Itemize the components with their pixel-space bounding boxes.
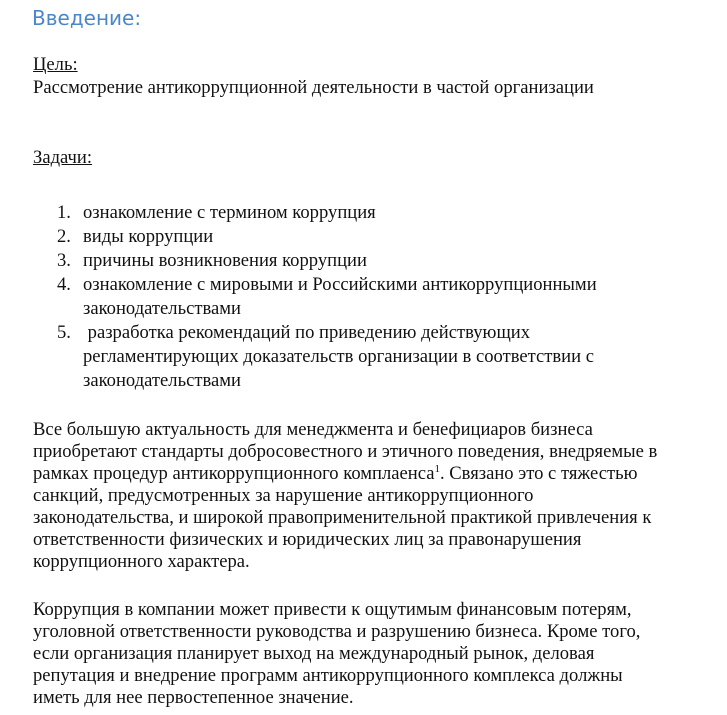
list-item: ознакомление с мировыми и Российскими антикоррупционными	[83, 274, 597, 295]
list-item: причины возникновения коррупции	[83, 250, 367, 271]
list-number: 1.	[57, 202, 71, 223]
paragraph-line: иметь для нее первостепенное значение.	[33, 687, 354, 708]
paragraph-line: приобретают стандарты добросовестного и этичного поведения, внедряемые в	[33, 441, 658, 462]
paragraph-line: уголовной ответственности руководства и разрушению бизнеса. Кроме того,	[33, 621, 641, 642]
footnote-reference[interactable]: 1	[434, 462, 440, 475]
list-item: виды коррупции	[83, 226, 214, 247]
goal-label: Цель:	[33, 54, 78, 75]
list-item-continuation: регламентирующих доказательств организации в соответствии с	[83, 346, 594, 367]
list-number: 4.	[57, 274, 71, 295]
paragraph-line: ответственности физических и юридических лиц за правонарушения	[33, 529, 582, 550]
paragraph-line: если организация планирует выход на международный рынок, деловая	[33, 643, 595, 664]
paragraph-line: санкций, предусмотренных за нарушение антикоррупционного	[33, 485, 534, 506]
paragraph-line: коррупционного характера.	[33, 551, 250, 572]
paragraph-text: рамках процедур антикоррупционного комплаенса	[33, 463, 435, 484]
paragraph-text: . Связано это с тяжестью	[439, 463, 638, 484]
goal-text: Рассмотрение антикоррупционной деятельности в частой организации	[33, 77, 594, 98]
list-number: 5.	[57, 322, 71, 343]
list-number: 3.	[57, 250, 71, 271]
list-item: ознакомление с термином коррупция	[83, 202, 376, 223]
paragraph-line: Коррупция в компании может привести к ощутимым финансовым потерям,	[33, 599, 632, 620]
list-item-continuation: законодательствами	[83, 370, 241, 391]
paragraph-line: репутация и внедрение программ антикоррупционного комплекса должны	[33, 665, 623, 686]
section-heading: Введение:	[32, 6, 142, 30]
paragraph-line: Все большую актуальность для менеджмента и бенефициаров бизнеса	[33, 419, 593, 440]
paragraph-line	[33, 463, 637, 485]
paragraph-line: законодательства, и широкой правоприменительной практикой привлечения к	[33, 507, 652, 528]
list-item-continuation: законодательствами	[83, 298, 241, 319]
list-item: разработка рекомендаций по приведению действующих	[83, 322, 531, 343]
list-number: 2.	[57, 226, 71, 247]
tasks-label: Задачи:	[33, 147, 93, 168]
